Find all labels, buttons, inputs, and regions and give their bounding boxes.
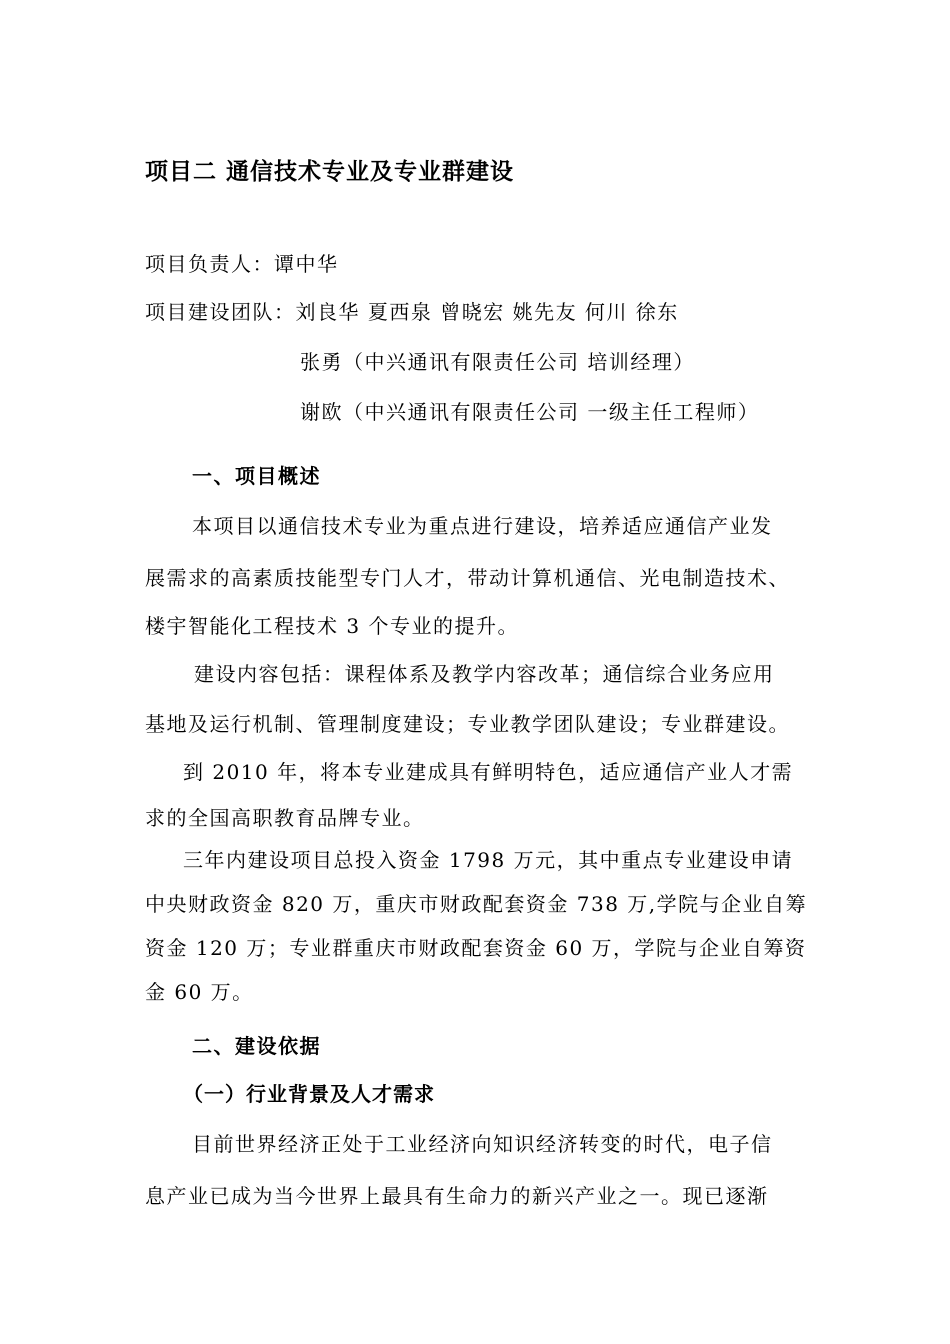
paragraph-line: 本项目以通信技术专业为重点进行建设，培养适应通信产业发 bbox=[192, 514, 773, 538]
project-leader: 项目负责人：谭中华 bbox=[145, 252, 339, 276]
section-heading-basis: 二、建设依据 bbox=[192, 1034, 321, 1058]
paragraph-line: 资金 120 万；专业群重庆市财政配套资金 60 万，学院与企业自筹资 bbox=[145, 936, 807, 960]
paragraph-line: 基地及运行机制、管理制度建设；专业教学团队建设；专业群建设。 bbox=[145, 712, 790, 736]
paragraph-line: 中央财政资金 820 万，重庆市财政配套资金 738 万,学院与企业自筹 bbox=[145, 892, 808, 916]
section-heading-overview: 一、项目概述 bbox=[192, 464, 321, 488]
subsection-heading: （一）行业背景及人才需求 bbox=[183, 1082, 435, 1106]
page-title: 项目二 通信技术专业及专业群建设 bbox=[145, 159, 515, 185]
paragraph-line: 建设内容包括：课程体系及教学内容改革；通信综合业务应用 bbox=[194, 662, 775, 686]
paragraph-line: 金 60 万。 bbox=[145, 980, 254, 1004]
paragraph-line: 三年内建设项目总投入资金 1798 万元，其中重点专业建设申请 bbox=[183, 848, 794, 872]
team-line-2: 张勇（中兴通讯有限责任公司 培训经理） bbox=[300, 350, 695, 374]
paragraph-line: 到 2010 年，将本专业建成具有鲜明特色，适应通信产业人才需 bbox=[183, 760, 794, 784]
paragraph-line: 楼宇智能化工程技术 3 个专业的提升。 bbox=[145, 614, 519, 638]
paragraph-line: 息产业已成为当今世界上最具有生命力的新兴产业之一。现已逐渐 bbox=[145, 1184, 769, 1208]
team-line-3: 谢欧（中兴通讯有限责任公司 一级主任工程师） bbox=[300, 400, 760, 424]
paragraph-line: 展需求的高素质技能型专门人才，带动计算机通信、光电制造技术、 bbox=[145, 566, 790, 590]
paragraph-line: 目前世界经济正处于工业经济向知识经济转变的时代，电子信 bbox=[192, 1132, 773, 1156]
team-line-1: 项目建设团队：刘良华 夏西泉 曾晓宏 姚先友 何川 徐东 bbox=[145, 300, 679, 324]
paragraph-line: 求的全国高职教育品牌专业。 bbox=[145, 806, 425, 830]
